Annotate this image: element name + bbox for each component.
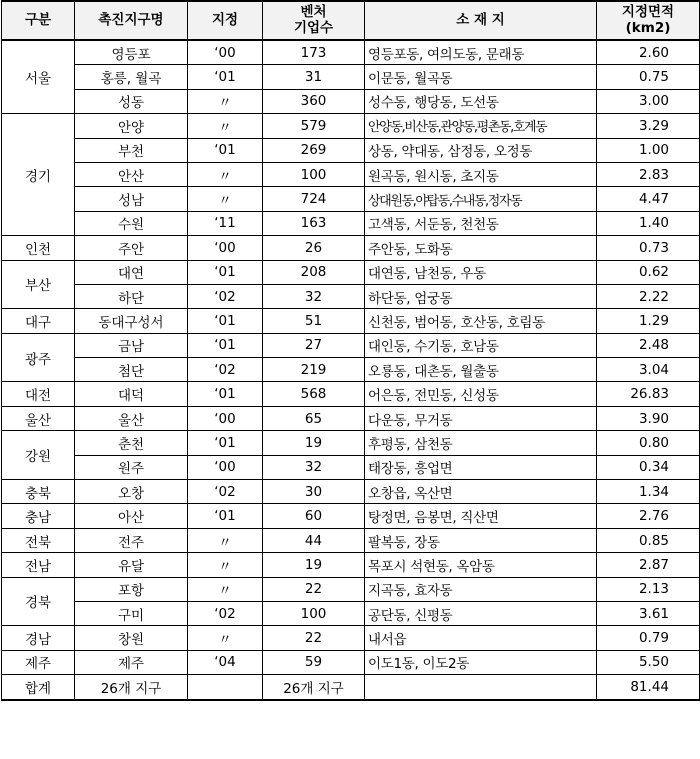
venture-count-cell: 19 — [263, 553, 365, 577]
district-cell: 대연 — [75, 260, 188, 284]
venture-count-cell: 269 — [263, 138, 365, 162]
area-cell: 2.22 — [597, 284, 700, 308]
location-cell: 하단동, 엄궁동 — [365, 284, 597, 308]
designated-year-cell: ‘01 — [188, 504, 263, 528]
location-cell: 탕정면, 음봉면, 직산면 — [365, 504, 597, 528]
location-cell: 영등포동, 여의도동, 문래동 — [365, 40, 597, 65]
table-row — [2, 260, 700, 284]
district-cell: 춘천 — [75, 431, 188, 455]
designated-year-cell: 〃 — [188, 626, 263, 650]
district-cell: 안산 — [75, 162, 188, 186]
table-row — [2, 601, 700, 625]
table-row — [2, 455, 700, 479]
table-row — [2, 236, 700, 260]
table-row — [2, 138, 700, 162]
table-row — [2, 187, 700, 211]
district-cell: 영등포 — [75, 40, 188, 65]
table-row — [2, 553, 700, 577]
venture-count-cell: 32 — [263, 455, 365, 479]
venture-count-cell: 22 — [263, 577, 365, 601]
area-cell: 2.87 — [597, 553, 700, 577]
table-row — [2, 89, 700, 113]
location-cell: 다운동, 무거동 — [365, 406, 597, 430]
area-cell: 1.34 — [597, 480, 700, 504]
header-location: 소 재 지 — [365, 1, 597, 40]
table-row — [2, 358, 700, 382]
venture-count-cell: 59 — [263, 650, 365, 674]
designated-year-cell: ‘01 — [188, 65, 263, 89]
district-cell: 창원 — [75, 626, 188, 650]
area-cell: 0.73 — [597, 236, 700, 260]
district-cell: 원주 — [75, 455, 188, 479]
location-cell: 원곡동, 원시동, 초지동 — [365, 162, 597, 186]
designated-year-cell: ‘01 — [188, 309, 263, 333]
header-area-line2: (km2) — [625, 19, 671, 36]
region-cell: 충북 — [2, 480, 75, 504]
region-cell: 인천 — [2, 236, 75, 260]
venture-count-cell: 60 — [263, 504, 365, 528]
region-cell: 울산 — [2, 406, 75, 430]
area-cell: 2.60 — [597, 40, 700, 65]
designated-year-cell: 〃 — [188, 577, 263, 601]
district-cell: 대덕 — [75, 382, 188, 406]
location-cell: 팔복동, 장동 — [365, 528, 597, 552]
area-cell: 2.83 — [597, 162, 700, 186]
area-cell: 2.13 — [597, 577, 700, 601]
table-row — [2, 114, 700, 138]
location-cell: 목포시 석현동, 옥암동 — [365, 553, 597, 577]
district-cell: 하단 — [75, 284, 188, 308]
designated-year-cell: ‘00 — [188, 40, 263, 65]
total-area: 81.44 — [597, 675, 700, 700]
designated-year-cell: ‘01 — [188, 333, 263, 357]
district-cell: 아산 — [75, 504, 188, 528]
table-row — [2, 528, 700, 552]
district-cell: 오창 — [75, 480, 188, 504]
table-row — [2, 504, 700, 528]
region-cell: 강원 — [2, 431, 75, 480]
region-cell: 전북 — [2, 528, 75, 552]
venture-count-cell: 100 — [263, 162, 365, 186]
location-cell: 안양동,비산동,관양동,평촌동,호계동 — [365, 114, 597, 138]
area-cell: 3.29 — [597, 114, 700, 138]
venture-count-cell: 22 — [263, 626, 365, 650]
table-row — [2, 577, 700, 601]
header-designated: 지정 — [188, 1, 263, 40]
designated-year-cell: ‘02 — [188, 284, 263, 308]
table-row — [2, 431, 700, 455]
designated-year-cell: ‘01 — [188, 260, 263, 284]
location-cell: 이도1동, 이도2동 — [365, 650, 597, 674]
location-cell: 태장동, 흥업면 — [365, 455, 597, 479]
district-cell: 성남 — [75, 187, 188, 211]
area-cell: 26.83 — [597, 382, 700, 406]
venture-count-cell: 65 — [263, 406, 365, 430]
designated-year-cell: ‘02 — [188, 480, 263, 504]
venture-count-cell: 100 — [263, 601, 365, 625]
area-cell: 3.00 — [597, 89, 700, 113]
location-cell: 상동, 약대동, 삼정동, 오정동 — [365, 138, 597, 162]
area-cell: 0.75 — [597, 65, 700, 89]
location-cell: 성수동, 행당동, 도선동 — [365, 89, 597, 113]
venture-count-cell: 579 — [263, 114, 365, 138]
venture-count-cell: 360 — [263, 89, 365, 113]
venture-count-cell: 30 — [263, 480, 365, 504]
area-cell: 1.40 — [597, 211, 700, 235]
region-cell: 경북 — [2, 577, 75, 626]
table-row — [2, 626, 700, 650]
area-cell: 0.62 — [597, 260, 700, 284]
region-cell: 대구 — [2, 309, 75, 333]
total-venture-count: 26개 지구 — [263, 675, 365, 700]
area-cell: 0.79 — [597, 626, 700, 650]
table-body — [2, 40, 700, 675]
location-cell: 공단동, 신평동 — [365, 601, 597, 625]
district-cell: 홍릉, 월곡 — [75, 65, 188, 89]
location-cell: 지곡동, 효자동 — [365, 577, 597, 601]
area-cell: 1.00 — [597, 138, 700, 162]
total-row — [2, 675, 700, 700]
location-cell: 고색동, 서둔동, 천천동 — [365, 211, 597, 235]
district-cell: 동대구성서 — [75, 309, 188, 333]
area-cell: 0.34 — [597, 455, 700, 479]
total-label: 합계 — [2, 675, 75, 700]
venture-count-cell: 51 — [263, 309, 365, 333]
location-cell: 어은동, 전민동, 신성동 — [365, 382, 597, 406]
venture-count-cell: 173 — [263, 40, 365, 65]
district-cell: 부천 — [75, 138, 188, 162]
location-cell: 주안동, 도화동 — [365, 236, 597, 260]
designated-year-cell: ‘01 — [188, 431, 263, 455]
total-district-count: 26개 지구 — [75, 675, 188, 700]
header-row — [2, 1, 700, 40]
region-cell: 부산 — [2, 260, 75, 309]
designated-year-cell: ‘01 — [188, 382, 263, 406]
header-area-line1: 지정면적 — [621, 3, 675, 20]
designated-year-cell: 〃 — [188, 89, 263, 113]
designated-year-cell: ‘11 — [188, 211, 263, 235]
area-cell: 3.61 — [597, 601, 700, 625]
region-cell: 서울 — [2, 40, 75, 114]
region-cell: 전남 — [2, 553, 75, 577]
venture-count-cell: 44 — [263, 528, 365, 552]
district-cell: 금남 — [75, 333, 188, 357]
designated-year-cell: 〃 — [188, 162, 263, 186]
header-venture-count — [263, 1, 365, 40]
table-row — [2, 211, 700, 235]
district-cell: 첨단 — [75, 358, 188, 382]
region-cell: 충남 — [2, 504, 75, 528]
table-row — [2, 406, 700, 430]
table-row — [2, 382, 700, 406]
district-cell: 포항 — [75, 577, 188, 601]
district-cell: 구미 — [75, 601, 188, 625]
region-cell: 광주 — [2, 333, 75, 382]
area-cell: 3.04 — [597, 358, 700, 382]
region-cell: 경기 — [2, 114, 75, 236]
location-cell: 대연동, 남천동, 우동 — [365, 260, 597, 284]
district-cell: 제주 — [75, 650, 188, 674]
district-cell: 전주 — [75, 528, 188, 552]
location-cell: 신천동, 범어동, 호산동, 호림동 — [365, 309, 597, 333]
designated-year-cell: ‘02 — [188, 358, 263, 382]
designated-year-cell: ‘02 — [188, 601, 263, 625]
region-cell: 제주 — [2, 650, 75, 674]
area-cell: 1.29 — [597, 309, 700, 333]
header-area — [597, 1, 700, 40]
area-cell: 3.90 — [597, 406, 700, 430]
district-cell: 유달 — [75, 553, 188, 577]
table-row — [2, 284, 700, 308]
location-cell: 이문동, 월곡동 — [365, 65, 597, 89]
location-cell: 상대원동,야탑동,수내동,정자동 — [365, 187, 597, 211]
designated-year-cell: ‘00 — [188, 236, 263, 260]
location-cell: 오창읍, 옥산면 — [365, 480, 597, 504]
designated-year-cell: 〃 — [188, 114, 263, 138]
district-cell: 수원 — [75, 211, 188, 235]
area-cell: 0.80 — [597, 431, 700, 455]
area-cell: 2.76 — [597, 504, 700, 528]
area-cell: 5.50 — [597, 650, 700, 674]
designated-year-cell: 〃 — [188, 187, 263, 211]
venture-count-cell: 31 — [263, 65, 365, 89]
table-row — [2, 480, 700, 504]
area-cell: 2.48 — [597, 333, 700, 357]
district-cell: 성동 — [75, 89, 188, 113]
venture-count-cell: 32 — [263, 284, 365, 308]
district-cell: 안양 — [75, 114, 188, 138]
header-region: 구분 — [2, 1, 75, 40]
venture-district-table — [1, 0, 700, 701]
location-cell: 오룡동, 대촌동, 월출동 — [365, 358, 597, 382]
designated-year-cell: 〃 — [188, 528, 263, 552]
venture-count-cell: 724 — [263, 187, 365, 211]
venture-count-cell: 568 — [263, 382, 365, 406]
total-designated — [188, 675, 263, 700]
table-row — [2, 333, 700, 357]
region-cell: 대전 — [2, 382, 75, 406]
header-venture-line2: 기업수 — [293, 19, 334, 36]
venture-count-cell: 219 — [263, 358, 365, 382]
table-row — [2, 40, 700, 65]
designated-year-cell: ‘01 — [188, 138, 263, 162]
venture-count-cell: 26 — [263, 236, 365, 260]
location-cell: 대인동, 수기동, 호남동 — [365, 333, 597, 357]
table-row — [2, 309, 700, 333]
venture-count-cell: 27 — [263, 333, 365, 357]
venture-count-cell: 19 — [263, 431, 365, 455]
table-row — [2, 65, 700, 89]
venture-count-cell: 208 — [263, 260, 365, 284]
total-location — [365, 675, 597, 700]
header-venture-line1: 벤처 — [300, 3, 327, 20]
designated-year-cell: ‘04 — [188, 650, 263, 674]
district-cell: 울산 — [75, 406, 188, 430]
area-cell: 4.47 — [597, 187, 700, 211]
venture-count-cell: 163 — [263, 211, 365, 235]
header-district: 촉진지구명 — [75, 1, 188, 40]
designated-year-cell: ‘00 — [188, 406, 263, 430]
designated-year-cell: 〃 — [188, 553, 263, 577]
table-row — [2, 162, 700, 186]
designated-year-cell: ‘00 — [188, 455, 263, 479]
location-cell: 내서읍 — [365, 626, 597, 650]
area-cell: 0.85 — [597, 528, 700, 552]
region-cell: 경남 — [2, 626, 75, 650]
district-cell: 주안 — [75, 236, 188, 260]
location-cell: 후평동, 삼천동 — [365, 431, 597, 455]
table-row — [2, 650, 700, 674]
